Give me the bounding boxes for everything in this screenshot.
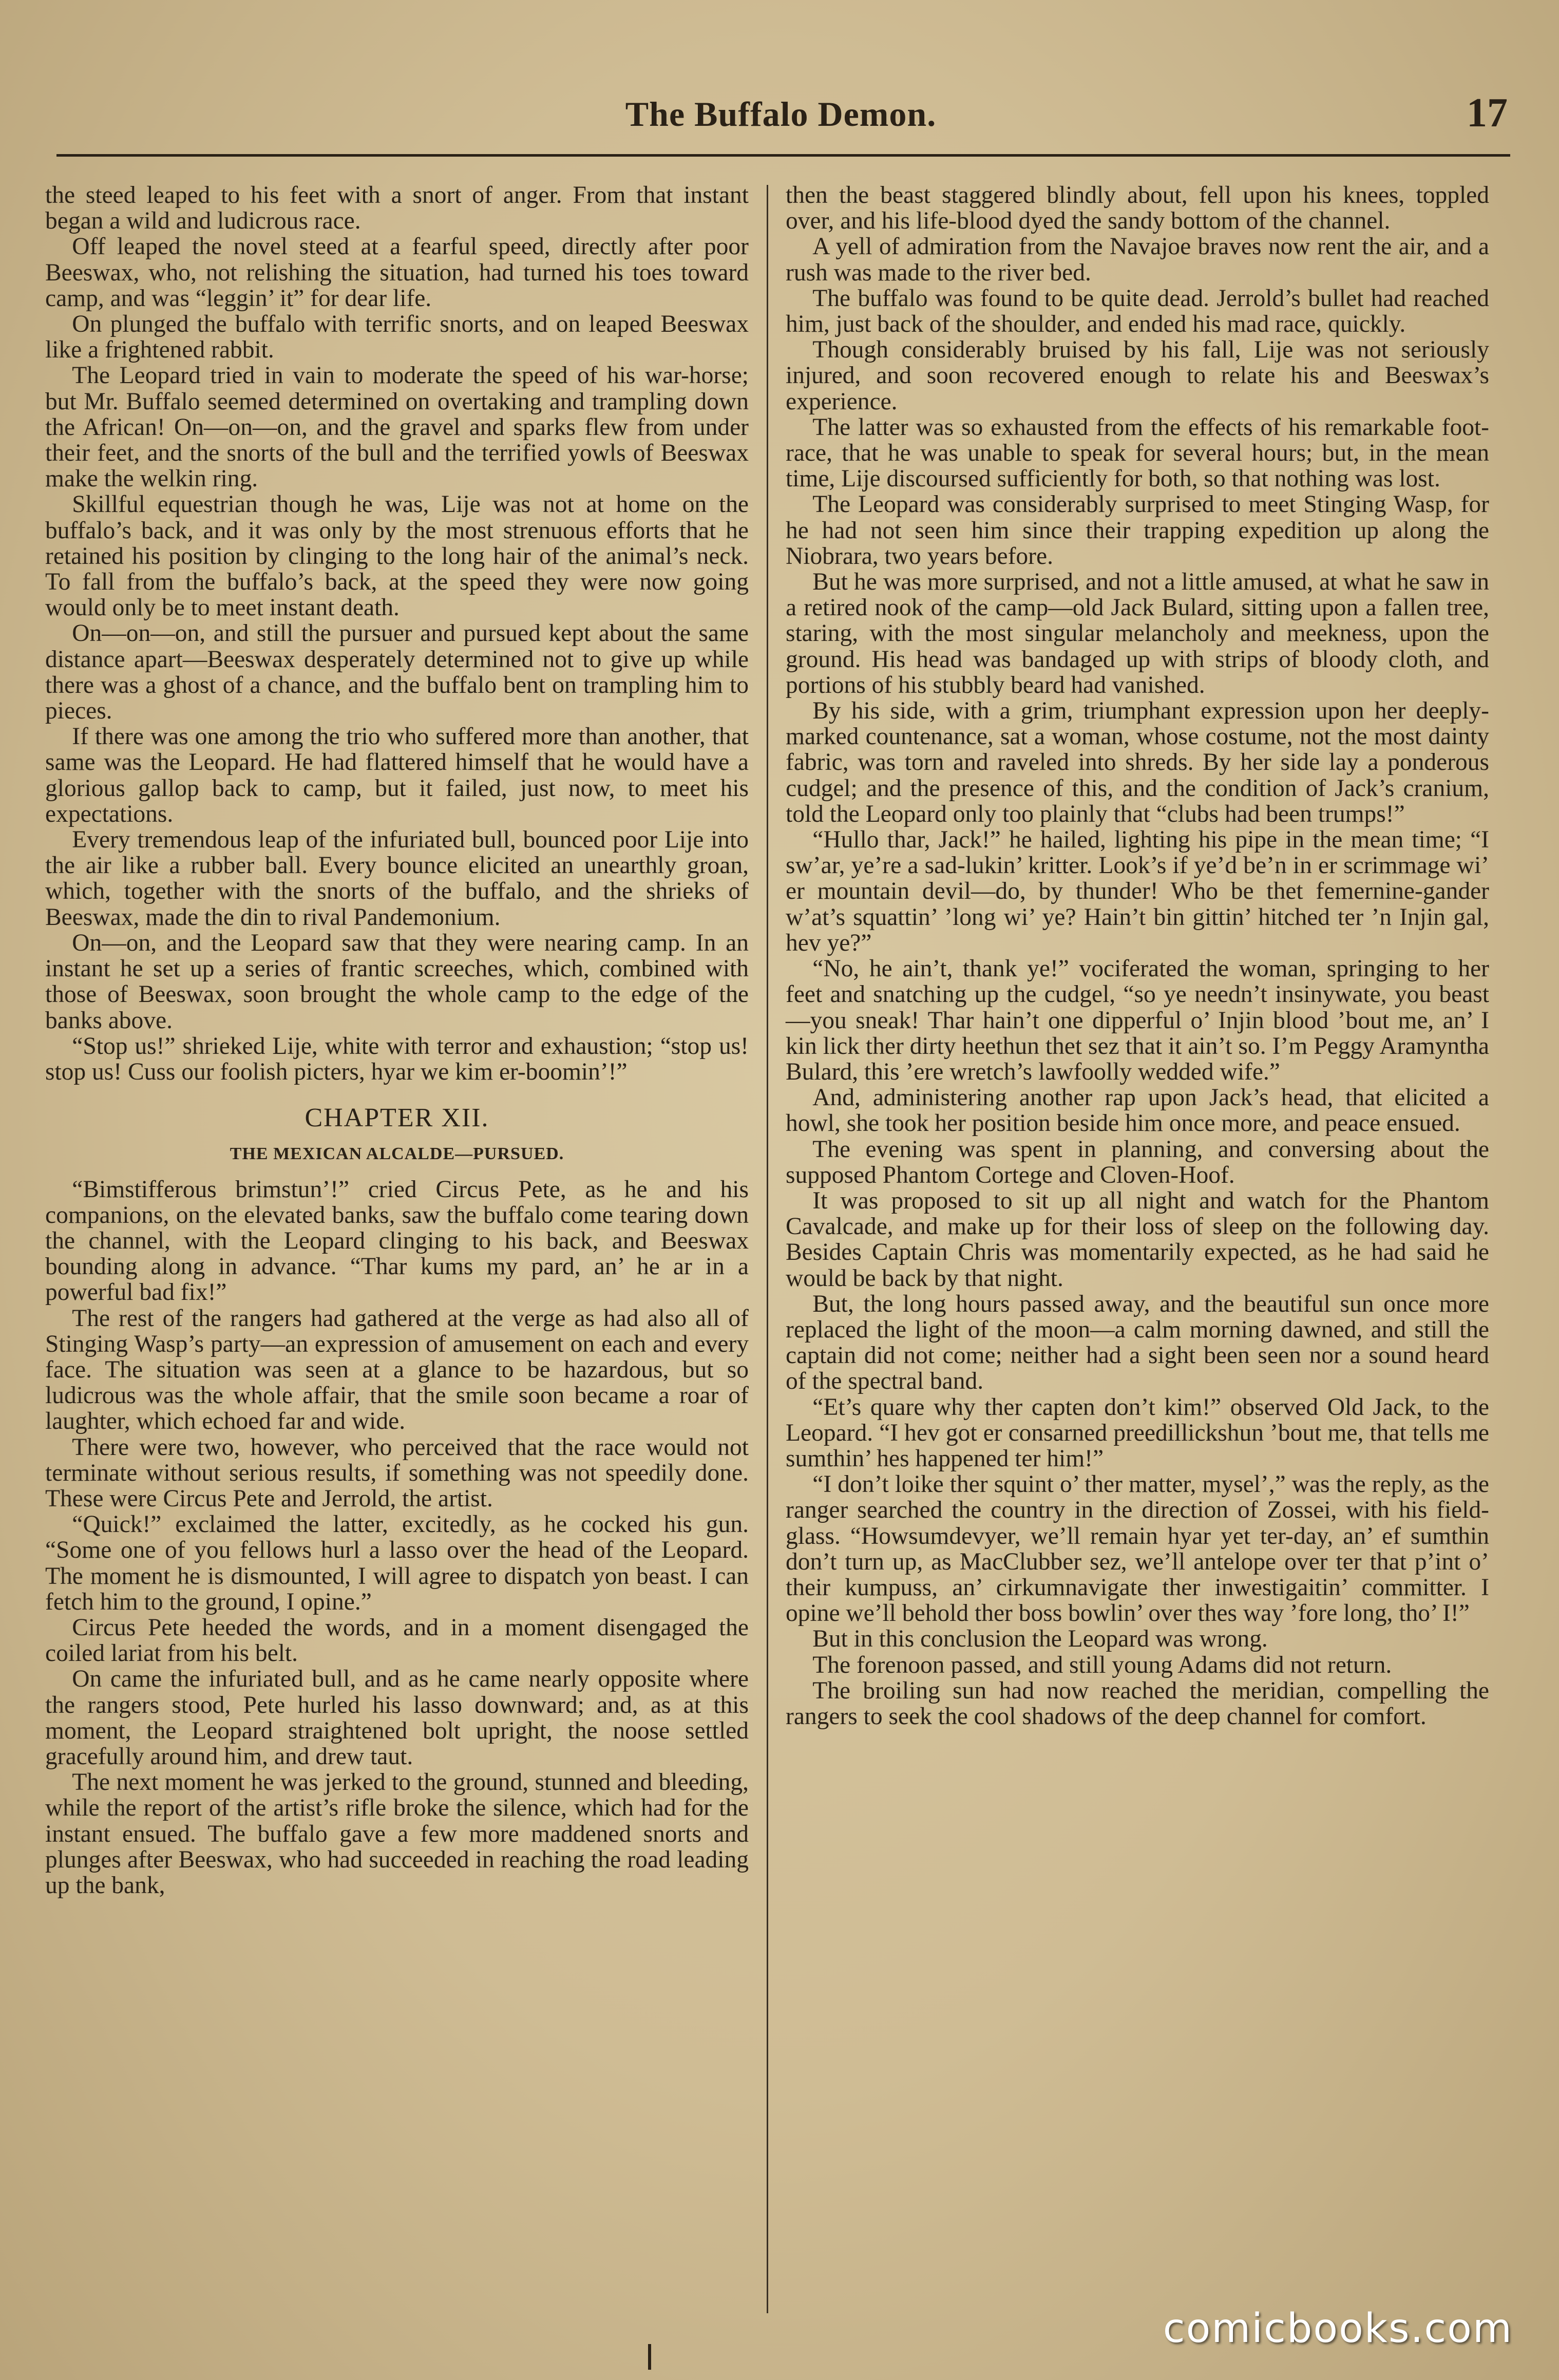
paragraph: The next moment he was jerked to the ground, stunned and bleeding, while the report of the artist’s rifle broke the silence, which had for the instant ensued. The buffalo gave a few more maddened snorts and plunges after Beeswax, who had succeeded in reaching the road leading up the bank,	[45, 1769, 749, 1899]
paragraph: The Leopard tried in vain to moderate the speed of his war-horse; but Mr. Buffalo seemed determined on overtaking and trampling down the African! On—on—on, and the gravel and sparks flew from under their feet, and the snorts of the bull and the terrified yowls of Beeswax make the welkin ring.	[45, 362, 749, 493]
paragraph: It was proposed to sit up all night and watch for the Phantom Cavalcade, and make up for their loss of sleep on the following day. Besides Captain Chris was momentarily expected, as he had said he would be back by that night.	[786, 1187, 1489, 1292]
running-header	[49, 85, 1513, 146]
paragraph: “Bimstifferous brimstun’!” cried Circus Pete, as he and his companions, on the elevated banks, saw the buffalo come tearing down the channel, with the Leopard clinging to his back, and Beeswax bounding along in advance. “Thar kums my pard, an’ he ar in a powerful bad fix!”	[45, 1176, 749, 1306]
site-watermark: comicbooks.com	[1163, 2306, 1513, 2352]
paragraph: But, the long hours passed away, and the beautiful sun once more replaced the light of the moon—a calm morning dawned, and still the captain did not come; neither had a sight been seen nor a sound heard of the spectral band.	[786, 1290, 1489, 1395]
paragraph: Though considerably bruised by his fall, Lije was not seriously injured, and soon recovered enough to relate his and Beeswax’s experience.	[786, 336, 1489, 415]
paragraph: Circus Pete heeded the words, and in a moment disengaged the coiled lariat from his belt.	[45, 1614, 749, 1667]
header-rule	[56, 154, 1510, 157]
paragraph: The evening was spent in planning, and conversing about the supposed Phantom Cortege and Cloven-Hoof.	[786, 1136, 1489, 1188]
paragraph: The latter was so exhausted from the effects of his remarkable foot-race, that he was unable to speak for several hours; but, in the mean time, Lije discoursed sufficiently for both, so that nothing was lost.	[786, 413, 1489, 493]
right-column-text	[786, 182, 1489, 1729]
running-title: The Buffalo Demon.	[625, 95, 937, 134]
paragraph: On—on—on, and still the pursuer and pursued kept about the same distance apart—Beeswax desperately determined not to give up while there was a ghost of a chance, and the buffalo bent on trampling him to pieces.	[45, 620, 749, 725]
paragraph: The forenoon passed, and still young Adams did not return.	[812, 1651, 1392, 1678]
paragraph: Every tremendous leap of the infuriated bull, bounced poor Lije into the air like a rubber ball. Every bounce elicited an unearthly groan, which, together with the snorts of the buffalo, and the shrieks of Beeswax, made the din to rival Pandemonium.	[45, 826, 749, 931]
paragraph: The broiling sun had now reached the meridian, compelling the rangers to seek the cool shadows of the deep channel for comfort.	[786, 1677, 1489, 1730]
paragraph: By his side, with a grim, triumphant expression upon her deeply-marked countenance, sat a woman, whose costume, not the most dainty fabric, was torn and raveled into shreds. By her side lay a ponderous cudgel; and the presence of this, and the condition of Jack’s cranium, told the Leopard only too plainly that “clubs had been trumps!”	[786, 697, 1489, 827]
paragraph: If there was one among the trio who suffered more than another, that same was the Leopard. He had flattered himself that he would have a glorious gallop back to camp, but it failed, just now, to meet his expectations.	[45, 723, 749, 827]
paragraph: A yell of admiration from the Navajoe braves now rent the air, and a rush was made to the river bed.	[786, 233, 1489, 286]
paragraph: “Quick!” exclaimed the latter, excitedly, as he cocked his gun. “Some one of you fellows hurl a lasso over the head of the Leopard. The moment he is dismounted, I will agree to dispatch yon beast. I can fetch him to the ground, I opine.”	[45, 1511, 749, 1615]
paragraph: then the beast staggered blindly about, fell upon his knees, toppled over, and his life-blood dyed the sandy bottom of the channel.	[786, 182, 1489, 235]
column-divider	[767, 185, 768, 2313]
paragraph: There were two, however, who perceived that the race would not terminate without serious results, if something was not speedily done. These were Circus Pete and Jerrold, the artist.	[45, 1433, 749, 1512]
paragraph: Skillful equestrian though he was, Lije was not at home on the buffalo’s back, and it was only by the most strenuous efforts that he retained his position by clinging to the long hair of the animal’s neck. To fall from the buffalo’s back, at the speed they were now going would only be to meet instant death.	[45, 491, 749, 621]
chapter-subheading: THE MEXICAN ALCALDE—PURSUED.	[230, 1144, 564, 1164]
chapter-text	[45, 1177, 749, 1899]
paragraph: “Hullo thar, Jack!” he hailed, lighting his pipe in the mean time; “I sw’ar, ye’re a sad-lukin’ kritter. Look’s if ye’d be’n in er scrimmage wi’ er mountain devil—do, by thunder! Who be thet femernine-gander w’at’s squattin’ ’long wi’ ye? Hain’t bin gittin’ hitched ter ’n Injin gal, hev ye?”	[786, 826, 1489, 956]
paragraph: On—on, and the Leopard saw that they were nearing camp. In an instant he set up a series of frantic screeches, which, combined with those of Beeswax, soon brought the whole camp to the edge of the banks above.	[45, 929, 749, 1034]
paragraph: But he was more surprised, and not a little amused, at what he saw in a retired nook of the camp—old Jack Bulard, sitting upon a fallen tree, staring, with the most singular melancholy and meekness, upon the ground. His head was bandaged up with strips of bloody cloth, and portions of his stubbly beard had vanished.	[786, 569, 1489, 698]
margin-mark	[648, 2344, 651, 2370]
paragraph: On plunged the buffalo with terrific snorts, and on leaped Beeswax like a frightened rabbit.	[45, 311, 749, 364]
paragraph: “I don’t loike ther squint o’ ther matter, mysel’,” was the reply, as the ranger searched the country in the direction of Zossei, with his field-glass. “Howsumdevyer, we’ll remain hyar yet ter-day, an’ ef sumthin don’t turn up, as MacClubber sez, we’ll antelope over ter that p’int o’ their kumpuss, an’ cirkumnavigate ther inwestigaitin’ committer. I opine we’ll behold ther boss bowlin’ over thes way ’fore long, tho’ I!”	[786, 1471, 1489, 1627]
paragraph: the steed leaped to his feet with a snort of anger. From that instant began a wild and ludicrous race.	[45, 182, 749, 235]
paragraph: “No, he ain’t, thank ye!” vociferated the woman, springing to her feet and snatching up the cudgel, “so ye needn’t insinywate, you beast—you sneak! Thar hain’t one dipperful o’ Injin blood ’bout me, an’ I kin lick ther dirty heethun thet sez that it ain’t so. I’m Peggy Aramyntha Bulard, this ’ere wretch’s lawfoolly wedded wife.”	[786, 955, 1489, 1085]
paragraph: On came the infuriated bull, and as he came nearly opposite where the rangers stood, Pete hurled his lasso downward; and, as at this moment, the Leopard straightened bolt upright, the noose settled gracefully around him, and drew taut.	[45, 1666, 749, 1770]
paragraph: The rest of the rangers had gathered at the verge as had also all of Stinging Wasp’s party—an expression of amusement on each and every face. The situation was seen at a glance to be hazardous, but so ludicrous was the whole affair, that the smile soon became a roar of laughter, which echoed far and wide.	[45, 1305, 749, 1435]
paragraph: “Stop us!” shrieked Lije, white with terror and exhaustion; “stop us! stop us! Cuss our foolish picters, hyar we kim er-boomin’!”	[45, 1032, 749, 1085]
left-column	[45, 182, 749, 2318]
paragraph: Off leaped the novel steed at a fearful speed, directly after poor Beeswax, who, not relishing the situation, had turned his toes toward camp, and was “leggin’ it” for dear life.	[45, 233, 749, 312]
page-number: 17	[1467, 90, 1508, 136]
paragraph: But in this conclusion the Leopard was wrong.	[812, 1626, 1268, 1653]
chapter-heading: CHAPTER XII.	[305, 1103, 489, 1133]
paragraph: The Leopard was considerably surprised to meet Stinging Wasp, for he had not seen him since their trapping expedition up along the Niobrara, two years before.	[786, 491, 1489, 570]
left-column-text	[45, 182, 749, 1085]
paragraph: “Et’s quare why ther capten don’t kim!” observed Old Jack, to the Leopard. “I hev got er consarned preedillickshun ’bout me, that tells me sumthin’ hes happened ter him!”	[786, 1393, 1489, 1472]
paragraph: The buffalo was found to be quite dead. Jerrold’s bullet had reached him, just back of the shoulder, and ended his mad race, quickly.	[786, 285, 1489, 338]
right-column	[786, 182, 1489, 2318]
paragraph: And, administering another rap upon Jack’s head, that elicited a howl, she took her position beside him once more, and peace ensued.	[786, 1084, 1489, 1137]
